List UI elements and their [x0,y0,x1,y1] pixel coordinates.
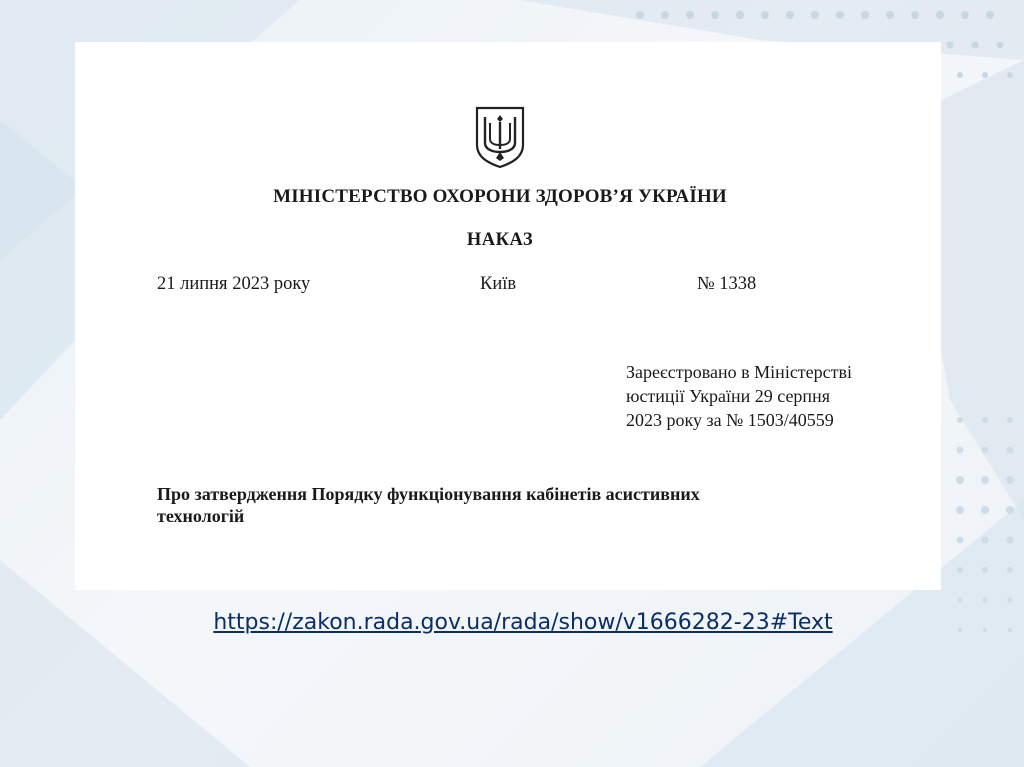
order-subject [157,483,897,527]
order-date: 21 липня 2023 року [157,274,311,294]
ukraine-trident-coat-of-arms-icon [474,105,526,169]
order-number: № 1338 [697,274,757,294]
source-link[interactable]: https://zakon.rada.gov.ua/rada/show/v1666282-23#Text [213,610,833,635]
order-city: Київ [480,274,517,294]
subject-line: технологій [157,506,245,526]
ministry-name: МІНІСТЕРСТВО ОХОРОНИ ЗДОРОВ’Я УКРАЇНИ [273,186,727,207]
registration-line: 2023 року за № 1503/40559 [626,410,834,430]
registration-note [626,360,926,432]
registration-line: юстиції України 29 серпня [626,386,830,406]
subject-line: Про затвердження Порядку функціонування кабінетів асистивних [157,484,700,504]
order-title: НАКАЗ [466,230,534,250]
registration-line: Зареєстровано в Міністерстві [626,362,853,382]
